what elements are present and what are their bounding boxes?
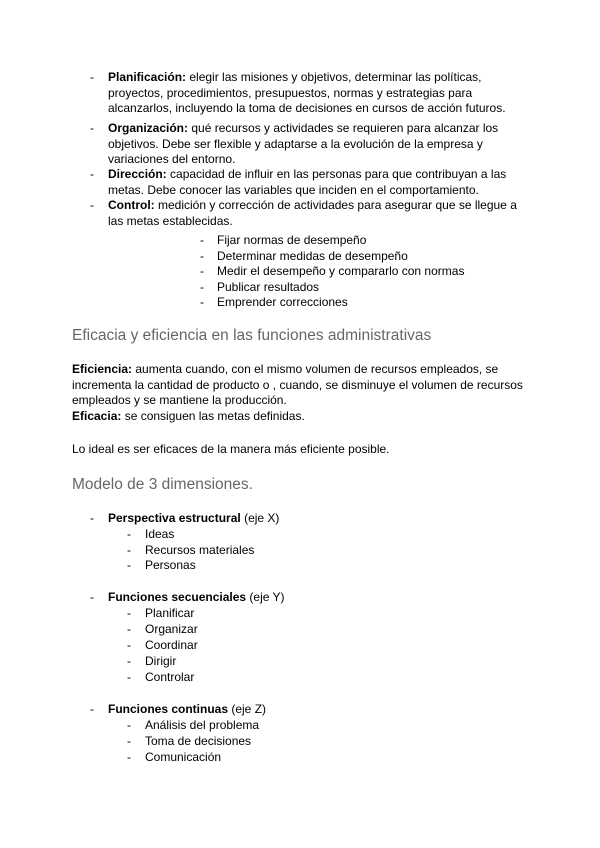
list-bullet: -: [200, 295, 204, 310]
definition: medición y corrección de actividades para asegurar que se llegue a las metas establecidas.: [108, 198, 517, 228]
list-item: Comunicación: [145, 750, 222, 764]
list-item: Organizar: [145, 622, 198, 636]
list-item: Dirigir: [145, 654, 177, 668]
list-bullet: -: [90, 702, 94, 716]
list-bullet: -: [90, 70, 94, 84]
dimension-title: [108, 511, 528, 527]
dimension-title: [108, 590, 528, 606]
term: Organización:: [108, 121, 189, 135]
paragraph-eficiencia: [72, 362, 532, 409]
definition: qué recursos y actividades se requieren para alcanzar los objetivos. Debe ser flexible y adaptarse a la evolución de la empresa y variaciones del entorno.: [108, 121, 499, 167]
list-bullet: -: [127, 750, 131, 764]
list-item-planificacion: [108, 70, 528, 117]
term: Control:: [108, 198, 155, 212]
list-item: Publicar resultados: [217, 279, 320, 294]
list-bullet: -: [127, 654, 131, 668]
definition: se consiguen las metas definidas.: [121, 409, 305, 423]
definition: capacidad de influir en las personas para que contribuyan a las metas. Debe conocer las variables que inciden en el comportamiento.: [108, 167, 507, 197]
list-bullet: -: [127, 527, 131, 541]
list-bullet: -: [90, 198, 94, 212]
list-item: Emprender correcciones: [217, 295, 348, 310]
list-item: Análisis del problema: [145, 718, 260, 732]
list-bullet: -: [127, 670, 131, 684]
list-item: Controlar: [145, 670, 195, 684]
list-bullet: -: [127, 558, 131, 572]
section-heading-modelo: Modelo de 3 dimensiones.: [72, 476, 253, 493]
term: Funciones secuenciales: [108, 590, 247, 604]
term: Eficiencia:: [72, 362, 133, 376]
list-bullet: -: [200, 233, 204, 247]
list-item: Coordinar: [145, 638, 198, 652]
paragraph-eficacia: [72, 409, 532, 425]
list-bullet: -: [90, 167, 94, 181]
list-bullet: -: [200, 279, 204, 294]
list-bullet: -: [127, 718, 131, 732]
list-bullet: -: [127, 543, 131, 557]
list-item: Ideas: [145, 527, 175, 541]
term: Dirección:: [108, 167, 167, 181]
list-bullet: -: [127, 638, 131, 652]
axis-label: (eje X): [240, 511, 280, 525]
definition: aumenta cuando, con el mismo volumen de recursos empleados, se incrementa la cantidad de producto o , cuando, se disminuye el volumen de recursos empleados y se mantiene la producción.: [72, 362, 523, 408]
list-item: Medir el desempeño y compararlo con normas: [217, 264, 465, 279]
term: Eficacia:: [72, 409, 122, 423]
paragraph-ideal: Lo ideal es ser eficaces de la manera más eficiente posible.: [72, 442, 390, 456]
axis-label: (eje Z): [228, 702, 267, 716]
list-item-direccion: [108, 167, 528, 198]
term: Planificación:: [108, 70, 187, 84]
list-item: Determinar medidas de desempeño: [217, 248, 408, 263]
axis-label: (eje Y): [246, 590, 285, 604]
list-bullet: -: [127, 734, 131, 748]
list-item: Fijar normas de desempeño: [217, 233, 367, 247]
list-item-control: [108, 198, 528, 229]
list-bullet: -: [200, 248, 204, 263]
list-bullet: -: [127, 622, 131, 636]
list-bullet: -: [90, 590, 94, 604]
list-item: Personas: [145, 558, 196, 572]
list-item: Recursos materiales: [145, 543, 255, 557]
list-bullet: -: [200, 264, 204, 279]
list-bullet: -: [90, 121, 94, 135]
definition: elegir las misiones y objetivos, determinar las políticas, proyectos, procedimientos, presupuestos, normas y estrategias para alcanzarlos, incluyendo la toma de decisiones en cursos de acción futuros.: [108, 70, 506, 116]
dimension-title: [108, 702, 528, 718]
term: Perspectiva estructural: [108, 511, 241, 525]
list-bullet: -: [90, 511, 94, 525]
section-heading-eficacia: Eficacia y eficiencia en las funciones administrativas: [72, 327, 432, 344]
list-item: Planificar: [145, 606, 195, 620]
list-item-organizacion: [108, 121, 528, 168]
list-bullet: -: [127, 606, 131, 620]
list-item: Toma de decisiones: [145, 734, 252, 748]
term: Funciones continuas: [108, 702, 229, 716]
